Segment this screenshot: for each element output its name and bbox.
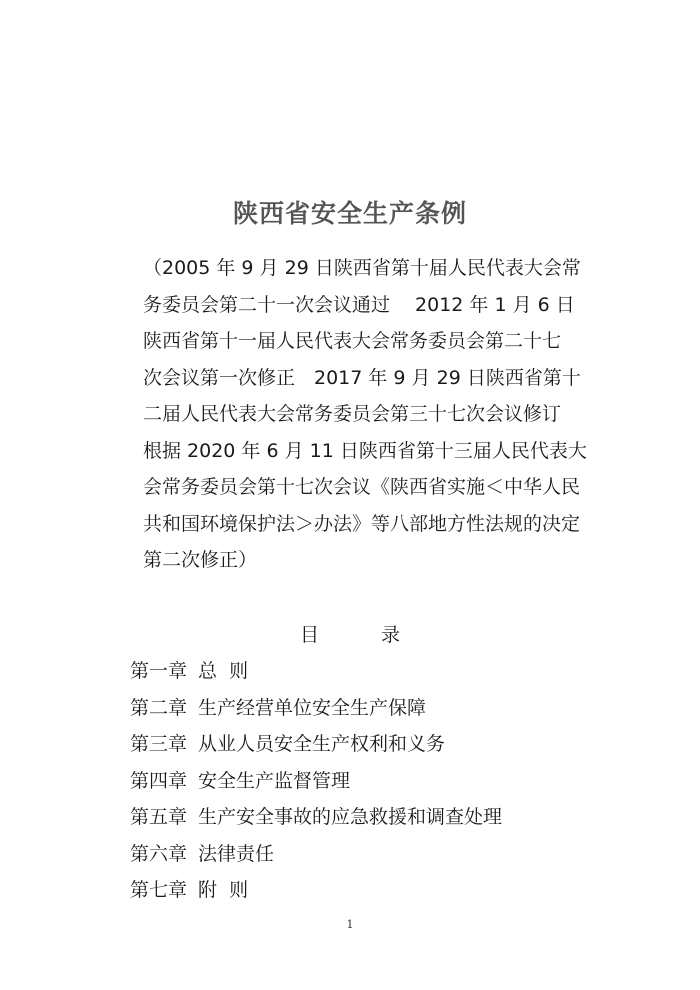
toc-item (130, 653, 590, 690)
toc-chapter-name: 生产经营单位安全生产保障 (198, 696, 427, 719)
document-title: 陕西省安全生产条例 (232, 199, 467, 228)
toc-chapter-name: 附 则 (198, 879, 249, 901)
toc-chapter-name: 总 则 (198, 660, 249, 682)
toc-item (130, 690, 590, 727)
toc-item (130, 726, 590, 763)
toc-chapter-number: 第五章 (130, 806, 188, 828)
preamble-line: 二届人民代表大会常务委员会第三十七次会议修订 (143, 403, 562, 425)
toc-item (130, 763, 590, 800)
toc-chapter-number: 第六章 (130, 842, 188, 865)
preamble-line: 会常务委员会第十七次会议《陕西省实施＜中华人民 (143, 476, 581, 498)
toc-chapter-name: 生产安全事故的应急救援和调查处理 (198, 806, 503, 828)
toc-chapter-number: 第三章 (130, 733, 188, 755)
preamble-line: 共和国环境保护法＞办法》等八部地方性法规的决定 (143, 512, 581, 535)
preamble-line: 次会议第一次修正 2017 年 9 月 29 日陕西省第十 (143, 366, 581, 389)
toc-heading-right: 录 (381, 624, 401, 646)
preamble-line: 务委员会第二十一次会议通过 2012 年 1 月 6 日 (143, 293, 575, 316)
toc-heading (0, 620, 700, 647)
toc-chapter-number: 第一章 (130, 660, 188, 682)
page-number: 1 (346, 918, 354, 931)
toc-chapter-number: 第七章 (130, 879, 188, 901)
table-of-contents (130, 653, 590, 909)
preamble-line: 陕西省第十一届人民代表大会常务委员会第二十七 (143, 330, 562, 352)
toc-chapter-name: 安全生产监督管理 (198, 769, 351, 792)
toc-item (130, 872, 590, 909)
preamble-line: 根据 2020 年 6 月 11 日陕西省第十三届人民代表大 (143, 439, 587, 462)
preamble (143, 250, 587, 579)
preamble-line: 第二次修正） (143, 549, 258, 571)
toc-chapter-name: 法律责任 (198, 842, 275, 865)
toc-chapter-number: 第二章 (130, 696, 188, 719)
toc-heading-left: 目 (299, 624, 319, 646)
toc-item (130, 836, 590, 873)
toc-chapter-number: 第四章 (130, 769, 188, 792)
toc-item (130, 799, 590, 836)
toc-chapter-name: 从业人员安全生产权利和义务 (198, 733, 446, 755)
preamble-line: （2005 年 9 月 29 日陕西省第十届人民代表大会常 (143, 257, 581, 279)
